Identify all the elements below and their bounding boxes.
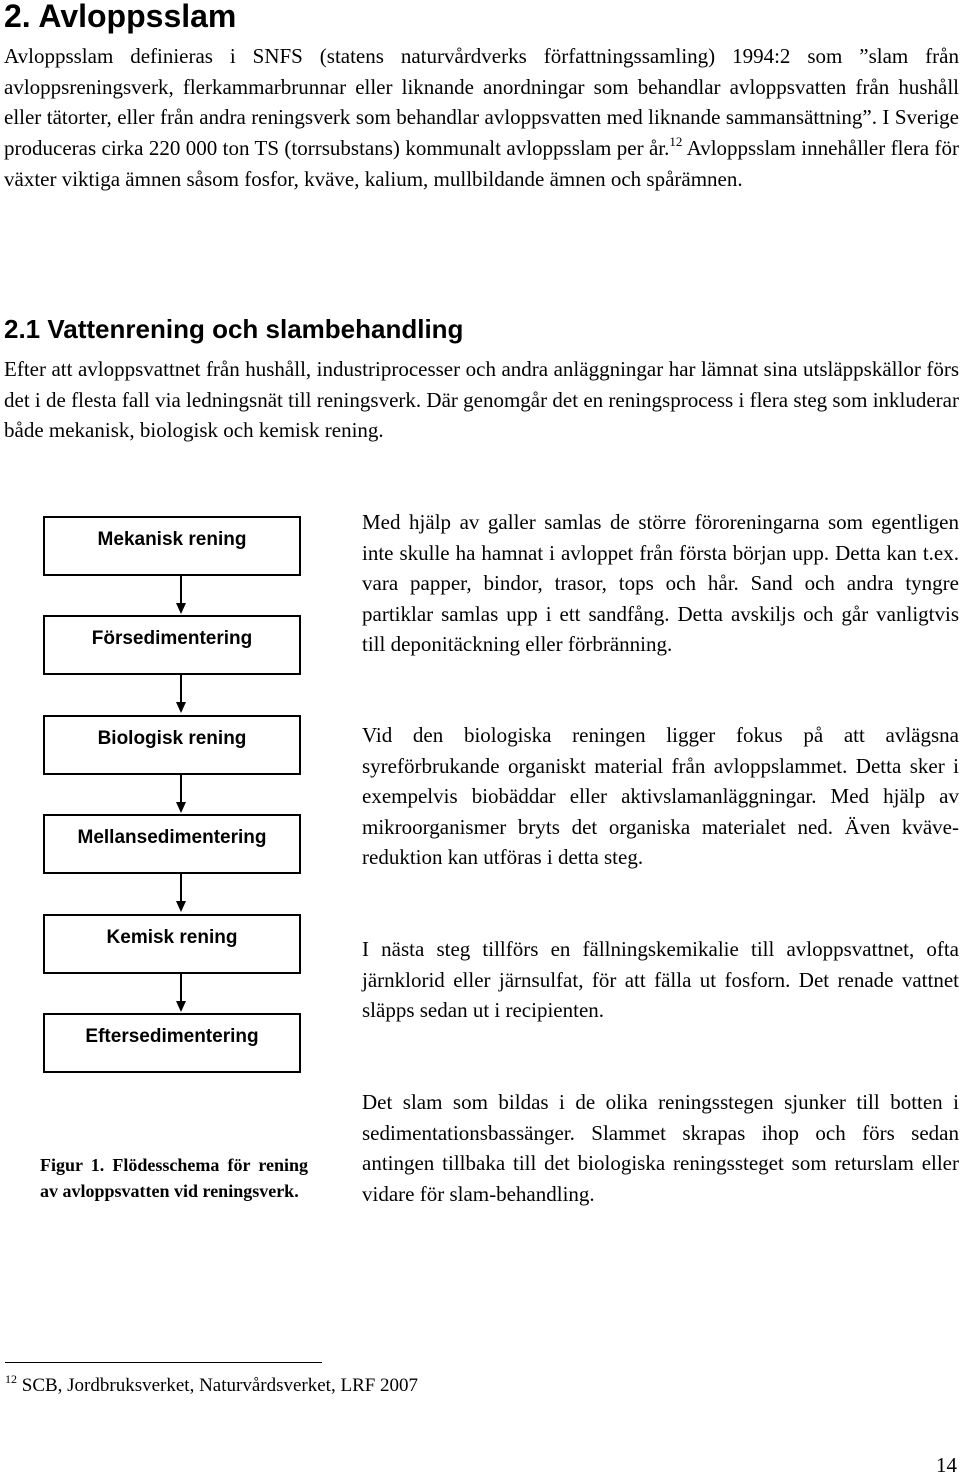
page-heading: 2. Avloppsslam [4, 0, 237, 34]
flow-arrow-shaft [180, 576, 182, 604]
page-number: 14 [936, 1453, 957, 1477]
flow-step-biologisk-rening: Biologisk rening [43, 715, 301, 775]
side-paragraph-mechanical: Med hjälp av galler samlas de större föroreningarna som egentligen inte skulle ha hamnat i avloppet från första början upp. Detta kan t.ex. vara papper, bindor, trasor, tops och hår. Sand och andra tyngre partiklar samlas upp i ett sandfång. Detta avskiljs och går vanligtvis till deponitäckning eller förbränning. [362, 510, 959, 656]
section-heading: 2.1 Vattenrening och slambehandling [4, 314, 464, 344]
figure-caption: Figur 1. Flödesschema för rening av avloppsvatten vid reningsverk. [40, 1155, 308, 1201]
footnote [5, 1373, 418, 1399]
intro-text-continued: Avloppsslam innehåller flera för växter viktiga ämnen såsom fosfor, kväve, kalium, mullbildande ämnen och spårämnen. [4, 136, 959, 191]
side-paragraph-sludge: Det slam som bildas i de olika reningsstegen sjunker till botten i sedimentationsbassänger. Slammet skrapas ihop och förs sedan antingen tillbaka till det biologiska reningssteget som returslam eller vidare för slam-behandling. [362, 1090, 959, 1206]
flow-step-kemisk-rening: Kemisk rening [43, 914, 301, 974]
side-paragraph-biological: Vid den biologiska reningen ligger fokus på att avlägsna syreförbrukande organiskt material från avloppslammet. Detta sker i exempelvis biobäddar eller aktivslamanläggningar. Med hjälp av mikroorganismer bryts det organiska materialet ned. Även kväve-reduktion kan utföras i detta steg. [362, 723, 959, 869]
flow-step-eftersedimentering: Eftersedimentering [43, 1013, 301, 1073]
footnote-reference[interactable]: 12 [669, 134, 683, 150]
side-paragraph-chemical: I nästa steg tillförs en fällningskemikalie till avloppsvattnet, ofta järnklorid eller järnsulfat, för att fälla ut fosforn. Det renade vattnet släpps sedan ut i recipienten. [362, 937, 959, 1022]
flow-arrow-head [176, 702, 186, 713]
flow-arrow-head [176, 603, 186, 614]
flow-arrow-head [176, 1001, 186, 1012]
flow-arrow-shaft [180, 874, 182, 902]
flow-arrow-shaft [180, 775, 182, 803]
intro-text: Avloppsslam definieras i SNFS (statens naturvårdverks författningssamling) 1994:2 som ”slam från avloppsreningsverk, flerkammarbrunnar eller liknande anordningar som behandlar avloppsvatten från hushåll eller tätorter, eller från andra reningsverk som behandlar avloppsvatten med liknande sammansättning”. I Sverige produceras cirka 220 000 ton TS (torrsubstans) kommunalt avloppsslam per år. [4, 44, 959, 161]
flow-arrow-shaft [180, 974, 182, 1002]
flow-step-forsedimentering: Försedimentering [43, 615, 301, 675]
section-paragraph: Efter att avloppsvattnet från hushåll, industriprocesser och andra anläggningar har lämnat sina utsläppskällor förs det i de flesta fall via ledningsnät till reningsverk. Där genomgår det en reningsprocess i flera steg som inkluderar både mekanisk, biologisk och kemisk rening. [4, 357, 959, 443]
intro-paragraph [4, 41, 959, 195]
flow-arrow-head [176, 802, 186, 813]
flow-step-mekanisk-rening: Mekanisk rening [43, 516, 301, 576]
flow-arrow-head [176, 901, 186, 912]
footnote-text: SCB, Jordbruksverket, Naturvårdsverket, LRF 2007 [17, 1375, 419, 1396]
flow-step-mellansedimentering: Mellansedimentering [43, 814, 301, 874]
footnote-divider [5, 1362, 322, 1363]
footnote-number: 12 [5, 1372, 17, 1386]
flow-arrow-shaft [180, 675, 182, 703]
